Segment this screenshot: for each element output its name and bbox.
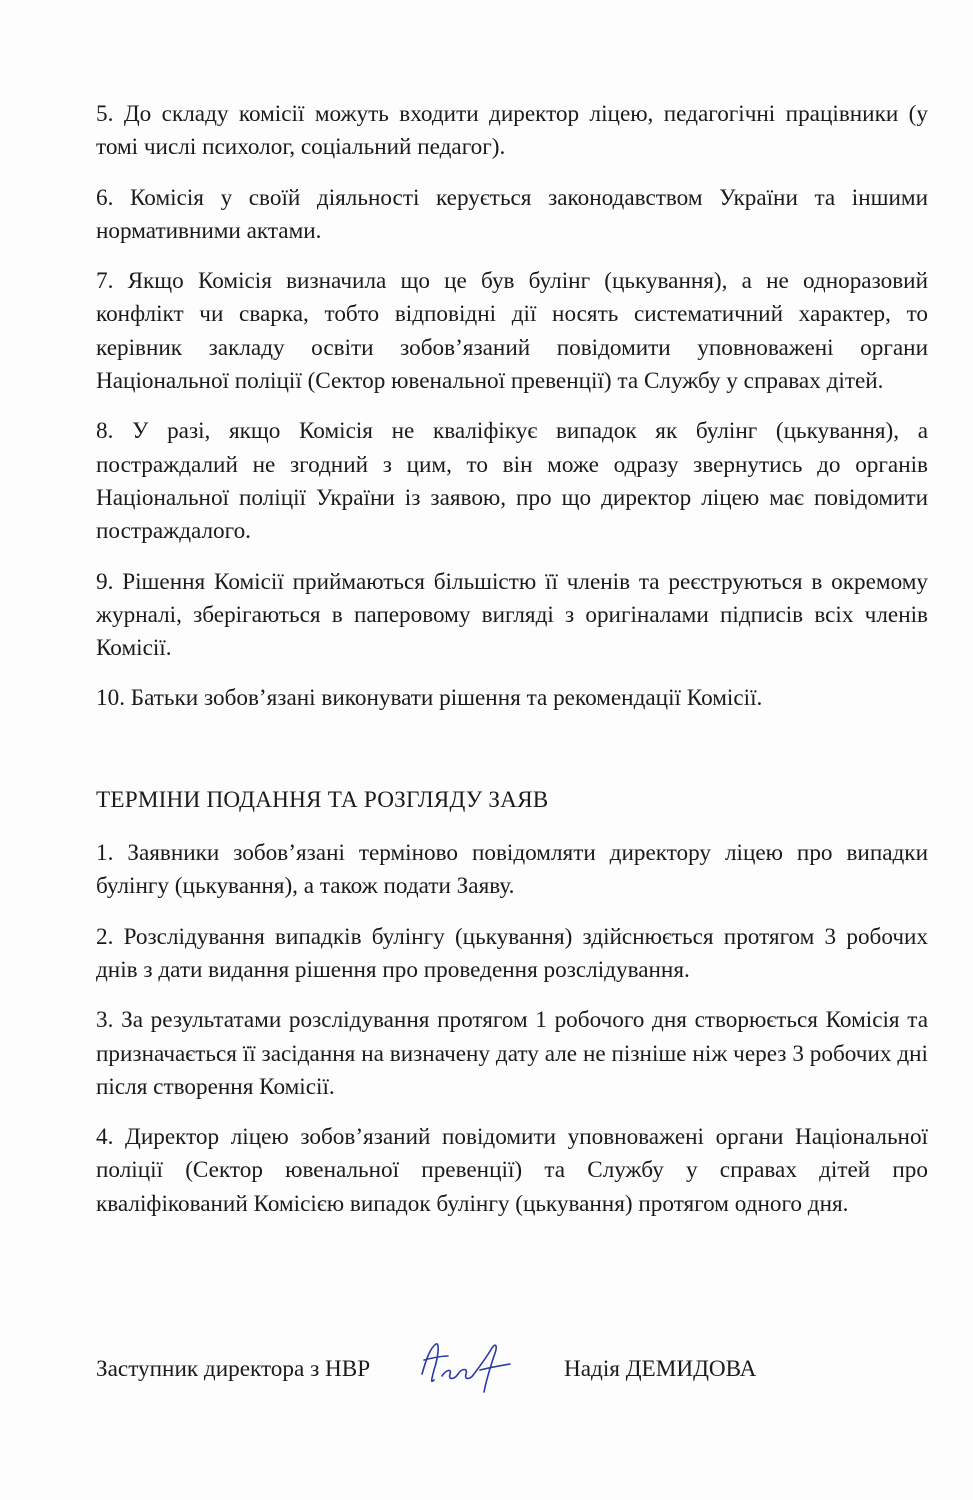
paragraph-6: 6. Комісія у своїй діяльності керується законодавством України та іншими нормативними актами. — [96, 184, 928, 244]
deadline-paragraph-4: 4. Директор ліцею зобов’язаний повідомити уповноважені органи Національної поліції (Сектор ювенальної превенції) та Службу у справах дітей про кваліфікований Комісією випадок булінгу (цькування) протягом одного дня. — [96, 1124, 928, 1217]
paragraph-10: 10. Батьки зобов’язані виконувати рішення та рекомендації Комісії. — [96, 685, 763, 712]
signature-block — [96, 1352, 928, 1392]
paragraph-7: 7. Якщо Комісія визначила що це був булінг (цькування), а не одноразовий конфлікт чи сварка, тобто відповідні дії носять систематичний характер, то керівник закладу освіти зобов’язаний повідомити уповноважені органи Національної поліції (Сектор ювенальної превенції) та Службу у справах дітей. — [96, 268, 928, 395]
signatory-name: Надія ДЕМИДОВА — [564, 1356, 757, 1382]
paragraph-5: 5. До складу комісії можуть входити директор ліцею, педагогічні працівники (у томі числі психолог, соціальний педагог). — [96, 101, 928, 161]
section-heading: ТЕРМІНИ ПОДАННЯ ТА РОЗГЛЯДУ ЗАЯВ — [96, 786, 549, 813]
handwritten-signature — [414, 1330, 524, 1400]
signatory-position: Заступник директора з НВР — [96, 1356, 371, 1382]
deadline-paragraph-1: 1. Заявники зобов’язані терміново повідомляти директору ліцею про випадки булінгу (цькування), а також подати Заяву. — [96, 840, 928, 900]
deadline-paragraph-2: 2. Розслідування випадків булінгу (цькування) здійснюється протягом 3 робочих днів з дати видання рішення про проведення розслідування. — [96, 923, 928, 983]
paragraph-9: 9. Рішення Комісії приймаються більшістю її членів та реєструються в окремому журналі, зберігаються в паперовому вигляді з оригіналами підписів всіх членів Комісії. — [96, 568, 928, 662]
document-body — [96, 98, 928, 1238]
paragraph-8: 8. У разі, якщо Комісія не кваліфікує випадок як булінг (цькування), а постраждалий не згодний з цим, то він може одразу звернутись до органів Національної поліції України із заявою, про що директор ліцею має повідомити постраждалого. — [96, 418, 928, 545]
deadline-paragraph-3: 3. За результатами розслідування протягом 1 робочого дня створюється Комісія та призначається її засідання на визначену дату але не пізніше ніж через 3 робочих дні після створення Комісії. — [96, 1007, 928, 1100]
